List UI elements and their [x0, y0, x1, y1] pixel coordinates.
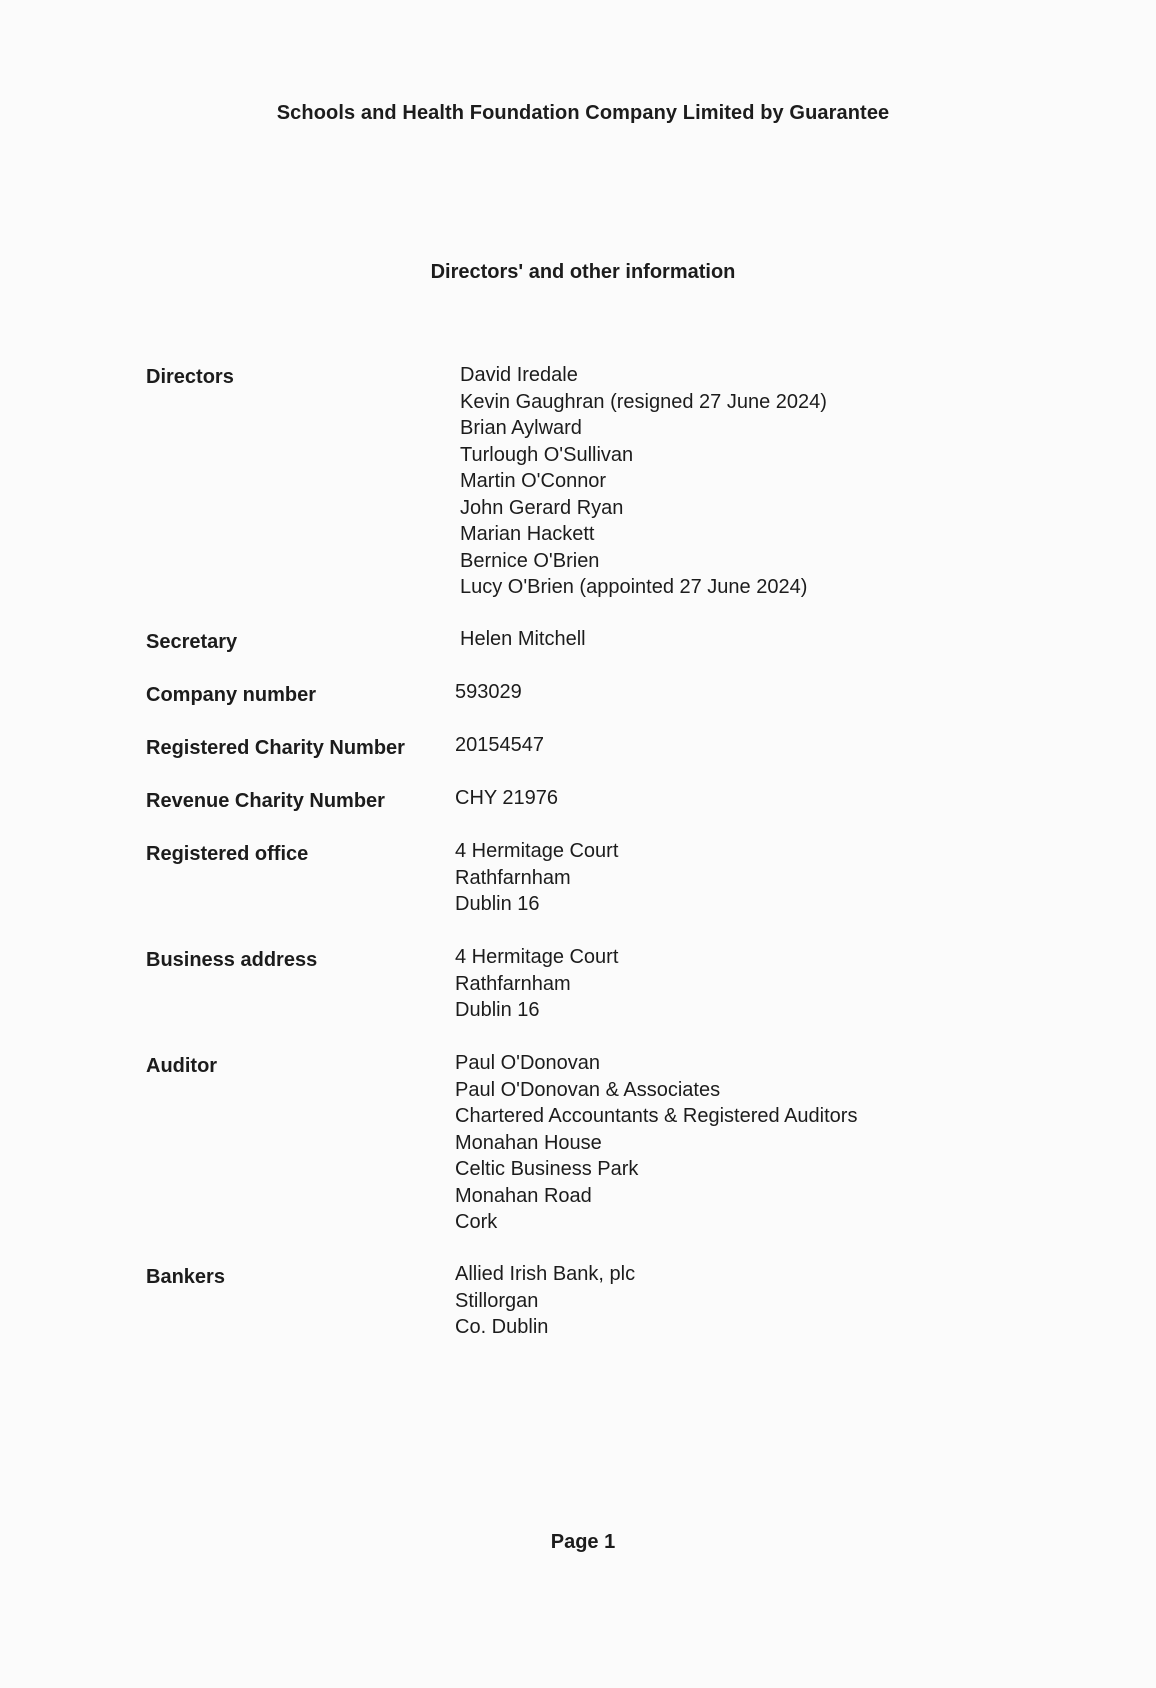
auditor-details	[455, 1050, 857, 1236]
company-number-value	[455, 679, 522, 706]
secretary-name: Helen Mitchell	[460, 628, 586, 650]
director-name: Bernice O'Brien	[460, 549, 600, 572]
address-line: Rathfarnham	[455, 972, 571, 995]
registered-charity-number-value	[455, 732, 544, 759]
revenue-charity-number: CHY 21976	[455, 787, 559, 809]
auditor-line: Monahan House	[455, 1131, 602, 1154]
secretary-value	[460, 626, 586, 653]
registered-charity-number-label: Registered Charity Number	[146, 737, 405, 759]
business-address-label: Business address	[146, 949, 318, 971]
auditor-line: Celtic Business Park	[455, 1158, 639, 1180]
revenue-charity-number-value	[455, 785, 558, 812]
directors-list	[460, 362, 827, 601]
company-number: 593029	[455, 681, 522, 703]
section-title: Directors' and other information	[430, 261, 736, 283]
banker-line: Stillorgan	[455, 1289, 539, 1312]
auditor-line: Paul O'Donovan & Associates	[455, 1078, 721, 1101]
revenue-charity-number-label: Revenue Charity Number	[146, 790, 385, 812]
auditor-line: Cork	[455, 1211, 498, 1233]
auditor-line: Paul O'Donovan	[455, 1052, 601, 1074]
bankers-label: Bankers	[146, 1266, 225, 1288]
address-line: Dublin 16	[455, 999, 540, 1021]
address-line: 4 Hermitage Court	[455, 946, 619, 968]
director-name: Brian Aylward	[460, 417, 582, 439]
director-name: John Gerard Ryan	[460, 496, 624, 519]
page-number: Page 1	[550, 1531, 616, 1553]
business-address	[455, 944, 618, 1024]
registered-office-address	[455, 838, 618, 918]
registered-charity-number: 20154547	[455, 734, 544, 756]
bankers-details	[455, 1261, 635, 1341]
directors-label: Directors	[146, 366, 234, 388]
registered-office-label: Registered office	[146, 843, 309, 865]
director-name: Kevin Gaughran (resigned 27 June 2024)	[460, 390, 827, 413]
auditor-line: Chartered Accountants & Registered Auditors	[455, 1105, 858, 1127]
director-name: Turlough O'Sullivan	[460, 443, 634, 466]
address-line: Dublin 16	[455, 893, 540, 915]
director-name: Lucy O'Brien (appointed 27 June 2024)	[460, 576, 808, 598]
address-line: Rathfarnham	[455, 866, 571, 889]
address-line: 4 Hermitage Court	[455, 840, 619, 862]
director-name: Martin O'Connor	[460, 470, 607, 492]
banker-line: Co. Dublin	[455, 1316, 549, 1338]
secretary-label: Secretary	[146, 631, 238, 653]
director-name: David Iredale	[460, 364, 578, 386]
company-title: Schools and Health Foundation Company Limited by Guarantee	[276, 102, 890, 124]
auditor-line: Monahan Road	[455, 1184, 592, 1207]
director-name: Marian Hackett	[460, 523, 595, 545]
banker-line: Allied Irish Bank, plc	[455, 1263, 636, 1285]
company-number-label: Company number	[146, 684, 317, 706]
auditor-label: Auditor	[146, 1055, 218, 1077]
